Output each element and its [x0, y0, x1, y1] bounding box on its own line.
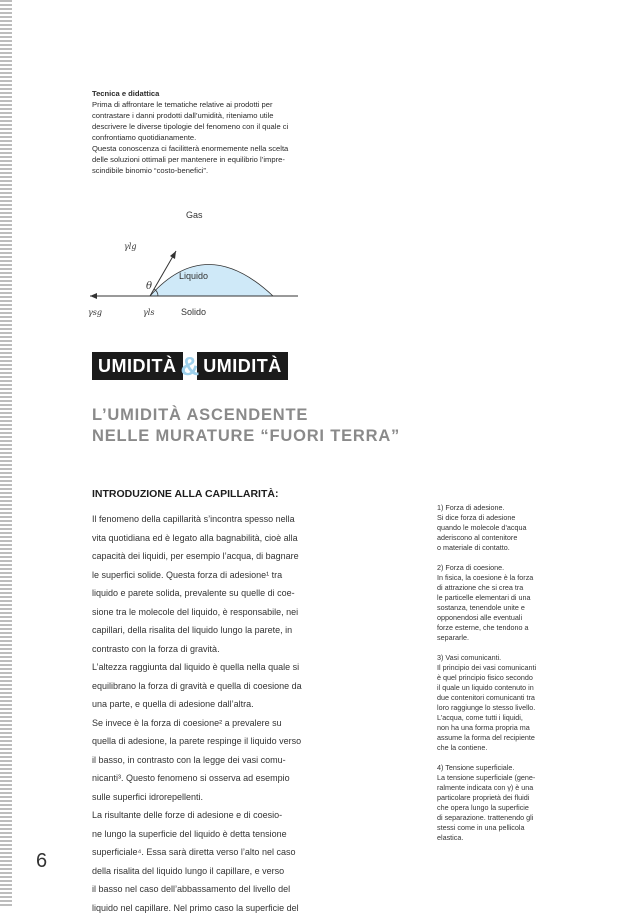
footnote-line: separarle.: [437, 633, 547, 643]
body-line: superficiale⁴. Essa sarà diretta verso l’alto nel caso: [92, 843, 314, 862]
umidita-logo: [92, 351, 288, 381]
body-text: [92, 510, 314, 917]
body-line: Il fenomeno della capillarità s’incontra spesso nella: [92, 510, 314, 529]
intro-box: [92, 88, 304, 176]
body-line: L’altezza raggiunta dal liquido è quella nella quale si: [92, 658, 314, 677]
footnote-line: L’acqua, come tutti i liquidi,: [437, 713, 547, 723]
footnote-line: è quel principio fisico secondo: [437, 673, 547, 683]
logo-right-word: UMIDITÀ: [197, 352, 288, 380]
body-line: liquido e parete solida, prevalente su quelle di coe-: [92, 584, 314, 603]
body-line: capillari, della risalita del liquido lungo la parete, in: [92, 621, 314, 640]
body-line: La risultante delle forze di adesione e di coesio-: [92, 806, 314, 825]
body-line: sione tra le molecole del liquido, è responsabile, nei: [92, 603, 314, 622]
footnote-2: [437, 563, 547, 643]
intro-line: Prima di affrontare le tematiche relative ai prodotti per: [92, 99, 304, 110]
body-line: equilibrano la forza di gravità e quella di coesione da: [92, 677, 314, 696]
footnote-line: le particelle elementari di una: [437, 593, 547, 603]
solid-label: Solido: [181, 307, 206, 317]
footnote-line: Il principio dei vasi comunicanti: [437, 663, 547, 673]
footnote-line: loro raggiunge lo stesso livello.: [437, 703, 547, 713]
footnote-line: Si dice forza di adesione: [437, 513, 547, 523]
footnote-line: forze esterne, che tendono a: [437, 623, 547, 633]
footnote-line: aderiscono al contenitore: [437, 533, 547, 543]
body-line: il basso nel caso dell’abbassamento del livello del: [92, 880, 314, 899]
footnote-line: quando le molecole d’acqua: [437, 523, 547, 533]
footnote-line: La tensione superficiale (gene-: [437, 773, 547, 783]
gamma-lg-arrowhead: [170, 251, 176, 259]
footnote-line: ralmente indicata con γ) è una: [437, 783, 547, 793]
intro-line: contrastare i danni prodotti dall’umidità, riteniamo utile: [92, 110, 304, 121]
section-title: INTRODUZIONE ALLA CAPILLARITÀ:: [92, 488, 278, 500]
body-line: quella di adesione, la parete respinge il liquido verso: [92, 732, 314, 751]
footnote-line: sostanza, tenendole unite e: [437, 603, 547, 613]
page-number: 6: [36, 850, 47, 873]
liquid-label: Liquido: [179, 271, 208, 281]
body-line: liquido nel capillare. Nel primo caso la superficie del: [92, 899, 314, 917]
intro-line: Questa conoscenza ci facilitterà enormemente nella scelta: [92, 143, 304, 154]
body-line: contrasto con la forza di gravità.: [92, 640, 314, 659]
footnote-line: o materiale di contatto.: [437, 543, 547, 553]
liquid-drop: [150, 265, 273, 297]
body-line: una parte, e quella di adesione dall’altra.: [92, 695, 314, 714]
footnote-line: che opera lungo la superficie: [437, 803, 547, 813]
footnote-line: il quale un liquido contenuto in: [437, 683, 547, 693]
footnote-line: che la contiene.: [437, 743, 547, 753]
footnote-line: elastica.: [437, 833, 547, 843]
footnote-line: opponendosi alle eventuali: [437, 613, 547, 623]
logo-ampersand: &: [181, 353, 200, 379]
intro-title: Tecnica e didattica: [92, 88, 304, 99]
body-line: della risalita del liquido lungo il capillare, e verso: [92, 862, 314, 881]
body-line: ne lungo la superficie del liquido è detta tensione: [92, 825, 314, 844]
gamma-lg-label: γlg: [124, 242, 136, 251]
footnote-line: di separazione. trattenendo gli: [437, 813, 547, 823]
binding-strip: [0, 0, 12, 908]
gas-label: Gas: [186, 210, 203, 220]
footnote-line: stessi come in una pellicola: [437, 823, 547, 833]
body-line: sulle superfici idrorepellenti.: [92, 788, 314, 807]
body-line: nicanti³. Questo fenomeno si osserva ad esempio: [92, 769, 314, 788]
body-line: le superfici solide. Questa forza di adesione¹ tra: [92, 566, 314, 585]
theta-label: θ: [146, 281, 152, 292]
body-line: Se invece è la forza di coesione² a prevalere su: [92, 714, 314, 733]
intro-line: descrivere le diverse tipologie del fenomeno con il quale ci: [92, 121, 304, 132]
intro-line: scindibile binomio “costo-benefici”.: [92, 165, 304, 176]
footnote-line: 1) Forza di adesione.: [437, 503, 547, 513]
intro-line: confrontiamo quotidianamente.: [92, 132, 304, 143]
footnote-line: 4) Tensione superficiale.: [437, 763, 547, 773]
heading-line-1: L’UMIDITÀ ASCENDENTE: [92, 405, 422, 426]
logo-left-word: UMIDITÀ: [92, 352, 183, 380]
footnote-line: In fisica, la coesione è la forza: [437, 573, 547, 583]
left-arrowhead: [90, 293, 97, 299]
footnote-line: due contenitori comunicanti tra: [437, 693, 547, 703]
footnote-line: di attrazione che si crea tra: [437, 583, 547, 593]
footnote-line: assume la forma del recipiente: [437, 733, 547, 743]
intro-line: delle soluzioni ottimali per mantenere in equilibrio l’impre-: [92, 154, 304, 165]
footnote-line: particolare proprietà dei fluidi: [437, 793, 547, 803]
footnote-line: non ha una forma propria ma: [437, 723, 547, 733]
contact-angle-diagram: [88, 205, 300, 323]
body-line: vita quotidiana ed è legato alla bagnabilità, cioè alla: [92, 529, 314, 548]
body-line: il basso, in contrasto con la legge dei vasi comu-: [92, 751, 314, 770]
body-line: capacità dei liquidi, per esempio l’acqua, di bagnare: [92, 547, 314, 566]
gamma-sg-label: γsg: [88, 308, 102, 317]
gamma-ls-label: γls: [143, 308, 154, 317]
footnote-line: 3) Vasi comunicanti.: [437, 653, 547, 663]
footnote-1: [437, 503, 547, 553]
footnote-3: [437, 653, 547, 753]
footnote-4: [437, 763, 547, 843]
heading-line-2: NELLE MURATURE “FUORI TERRA”: [92, 426, 422, 447]
article-heading: [92, 405, 422, 447]
footnote-line: 2) Forza di coesione.: [437, 563, 547, 573]
footnotes-column: [437, 503, 547, 853]
